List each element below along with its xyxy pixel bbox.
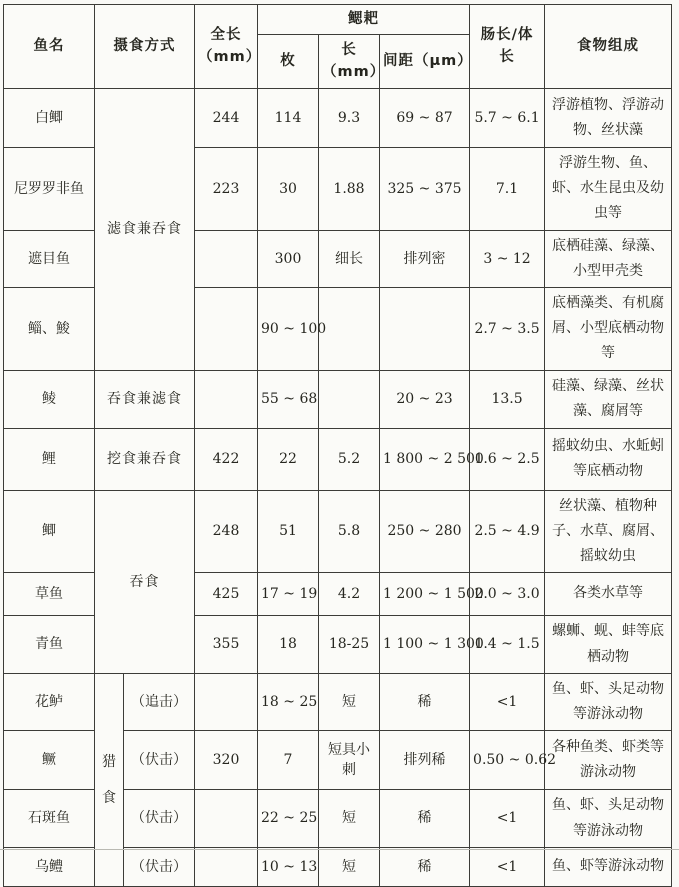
raker-count-cell: 300 xyxy=(258,230,319,287)
food-cell: 鱼、虾等游泳动物 xyxy=(545,847,672,886)
raker-length-header-line2: （mm） xyxy=(322,63,386,80)
feeding-method-cell: 滤食兼吞食 xyxy=(95,89,195,371)
raker-spacing-cell: 250 ~ 280 xyxy=(380,490,470,573)
fish-name-cell: 鲻、鮻 xyxy=(4,287,95,370)
raker-count-cell: 22 ~ 25 xyxy=(258,790,319,847)
fish-name-cell: 草鱼 xyxy=(4,573,95,616)
gut-ratio-cell: <1 xyxy=(470,674,545,731)
total-length-cell: 244 xyxy=(195,89,258,148)
scanned-page xyxy=(3,4,672,887)
total-length-cell xyxy=(195,847,258,886)
raker-spacing-cell: 稀 xyxy=(380,847,470,886)
feeding-method-header: 摄食方式 xyxy=(95,5,195,89)
raker-length-cell: 5.8 xyxy=(319,490,380,573)
table-row xyxy=(4,490,672,573)
fish-name-cell: 青鱼 xyxy=(4,616,95,674)
raker-spacing-cell: 325 ~ 375 xyxy=(380,148,470,231)
gut-ratio-cell: 3 ~ 12 xyxy=(470,230,545,287)
raker-length-cell: 4.2 xyxy=(319,573,380,616)
total-length-cell: 320 xyxy=(195,731,258,790)
fish-name-cell: 花鲈 xyxy=(4,674,95,731)
total-length-cell xyxy=(195,370,258,428)
raker-spacing-cell: 1 800 ~ 2 500 xyxy=(380,428,470,490)
food-cell: 浮游植物、浮游动物、丝状藻 xyxy=(545,89,672,148)
raker-length-cell: 短 xyxy=(319,674,380,731)
raker-length-cell xyxy=(319,370,380,428)
raker-length-cell: 细长 xyxy=(319,230,380,287)
fish-name-cell: 白鲫 xyxy=(4,89,95,148)
fish-name-cell: 鳜 xyxy=(4,731,95,790)
raker-spacing-cell xyxy=(380,287,470,370)
gut-ratio-cell: 13.5 xyxy=(470,370,545,428)
gut-ratio-cell: <1 xyxy=(470,790,545,847)
fish-feeding-table xyxy=(3,4,672,887)
raker-count-header: 枚 xyxy=(258,35,319,89)
attack-mode-cell: （伏击） xyxy=(124,847,195,886)
feeding-method-cell: 吞食 xyxy=(95,490,195,674)
gut-ratio-cell: 0.50 ~ 0.62 xyxy=(470,731,545,790)
hunt-method-label: 猎食 xyxy=(101,753,116,806)
raker-length-cell: 18-25 xyxy=(319,616,380,674)
food-cell: 浮游生物、鱼、虾、水生昆虫及幼虫等 xyxy=(545,148,672,231)
raker-count-cell: 114 xyxy=(258,89,319,148)
feeding-method-cell: 吞食兼滤食 xyxy=(95,370,195,428)
fish-name-cell: 鲮 xyxy=(4,370,95,428)
raker-spacing-cell: 排列密 xyxy=(380,230,470,287)
fish-name-cell: 鲤 xyxy=(4,428,95,490)
table-row xyxy=(4,89,672,148)
fish-name-header: 鱼名 xyxy=(4,5,95,89)
raker-length-cell: 短 xyxy=(319,790,380,847)
raker-count-cell: 10 ~ 13 xyxy=(258,847,319,886)
gut-ratio-cell: 1.4 ~ 1.5 xyxy=(470,616,545,674)
raker-length-cell: 5.2 xyxy=(319,428,380,490)
raker-length-cell: 短 xyxy=(319,847,380,886)
raker-length-cell: 9.3 xyxy=(319,89,380,148)
attack-mode-cell: （伏击） xyxy=(124,731,195,790)
fish-name-cell: 尼罗罗非鱼 xyxy=(4,148,95,231)
attack-mode-cell: （追击） xyxy=(124,674,195,731)
food-cell: 鱼、虾、头足动物等游泳动物 xyxy=(545,674,672,731)
gut-body-ratio-header: 肠长/体长 xyxy=(470,5,545,89)
total-length-cell: 422 xyxy=(195,428,258,490)
total-length-cell xyxy=(195,230,258,287)
gut-ratio-cell: 2.5 ~ 4.9 xyxy=(470,490,545,573)
total-length-cell xyxy=(195,287,258,370)
gut-ratio-cell: 7.1 xyxy=(470,148,545,231)
attack-mode-cell: （伏击） xyxy=(124,790,195,847)
fish-name-cell: 乌鳢 xyxy=(4,847,95,886)
raker-spacing-cell: 稀 xyxy=(380,674,470,731)
food-cell: 摇蚊幼虫、水蚯蚓等底栖动物 xyxy=(545,428,672,490)
table-row xyxy=(4,674,672,731)
raker-spacing-header: 间距（μm） xyxy=(380,35,470,89)
raker-count-cell: 18 xyxy=(258,616,319,674)
fish-name-cell: 鲫 xyxy=(4,490,95,573)
fish-name-cell: 遮目鱼 xyxy=(4,230,95,287)
raker-length-cell xyxy=(319,287,380,370)
raker-spacing-cell: 稀 xyxy=(380,790,470,847)
total-length-cell: 355 xyxy=(195,616,258,674)
feeding-method-cell: 挖食兼吞食 xyxy=(95,428,195,490)
total-length-cell: 248 xyxy=(195,490,258,573)
total-length-header-line1: 全长 xyxy=(210,27,242,44)
fish-name-cell: 石斑鱼 xyxy=(4,790,95,847)
raker-count-cell: 90 ~ 100 xyxy=(258,287,319,370)
gut-ratio-cell: 2.7 ~ 3.5 xyxy=(470,287,545,370)
food-cell: 底栖藻类、有机腐屑、小型底栖动物等 xyxy=(545,287,672,370)
raker-spacing-cell: 1 100 ~ 1 300 xyxy=(380,616,470,674)
food-cell: 底栖硅藻、绿藻、小型甲壳类 xyxy=(545,230,672,287)
total-length-cell xyxy=(195,790,258,847)
page-rule-line xyxy=(0,849,679,850)
raker-length-header-line1: 长 xyxy=(341,42,357,59)
gut-ratio-cell: 1.6 ~ 2.5 xyxy=(470,428,545,490)
table-row xyxy=(4,428,672,490)
raker-count-cell: 51 xyxy=(258,490,319,573)
gut-ratio-cell: 5.7 ~ 6.1 xyxy=(470,89,545,148)
total-length-header-line2: （mm） xyxy=(198,48,262,65)
raker-spacing-cell: 20 ~ 23 xyxy=(380,370,470,428)
gill-raker-group-header: 鳃耙 xyxy=(258,5,470,35)
raker-count-cell: 55 ~ 68 xyxy=(258,370,319,428)
gut-ratio-cell: 2.0 ~ 3.0 xyxy=(470,573,545,616)
raker-count-cell: 30 xyxy=(258,148,319,231)
total-length-cell: 425 xyxy=(195,573,258,616)
total-length-cell xyxy=(195,674,258,731)
total-length-cell: 223 xyxy=(195,148,258,231)
food-cell: 各种鱼类、虾类等游泳动物 xyxy=(545,731,672,790)
total-length-header xyxy=(195,5,262,89)
food-cell: 螺蛳、蚬、蚌等底栖动物 xyxy=(545,616,672,674)
table-row xyxy=(4,370,672,428)
raker-count-cell: 18 ~ 25 xyxy=(258,674,319,731)
raker-length-cell: 短具小刺 xyxy=(319,731,380,790)
raker-length-header xyxy=(319,35,386,89)
raker-count-cell: 17 ~ 19 xyxy=(258,573,319,616)
food-cell: 各类水草等 xyxy=(545,573,672,616)
raker-spacing-cell: 排列稀 xyxy=(380,731,470,790)
raker-spacing-cell: 69 ~ 87 xyxy=(380,89,470,148)
raker-length-cell: 1.88 xyxy=(319,148,380,231)
food-composition-header: 食物组成 xyxy=(545,5,672,89)
hunt-method-cell xyxy=(95,674,124,887)
food-cell: 丝状藻、植物种子、水草、腐屑、摇蚊幼虫 xyxy=(545,490,672,573)
raker-spacing-cell: 1 200 ~ 1 500 xyxy=(380,573,470,616)
gut-ratio-cell: <1 xyxy=(470,847,545,886)
food-cell: 硅藻、绿藻、丝状藻、腐屑等 xyxy=(545,370,672,428)
raker-count-cell: 22 xyxy=(258,428,319,490)
header-row-1 xyxy=(4,5,672,35)
food-cell: 鱼、虾、头足动物等游泳动物 xyxy=(545,790,672,847)
raker-count-cell: 7 xyxy=(258,731,319,790)
